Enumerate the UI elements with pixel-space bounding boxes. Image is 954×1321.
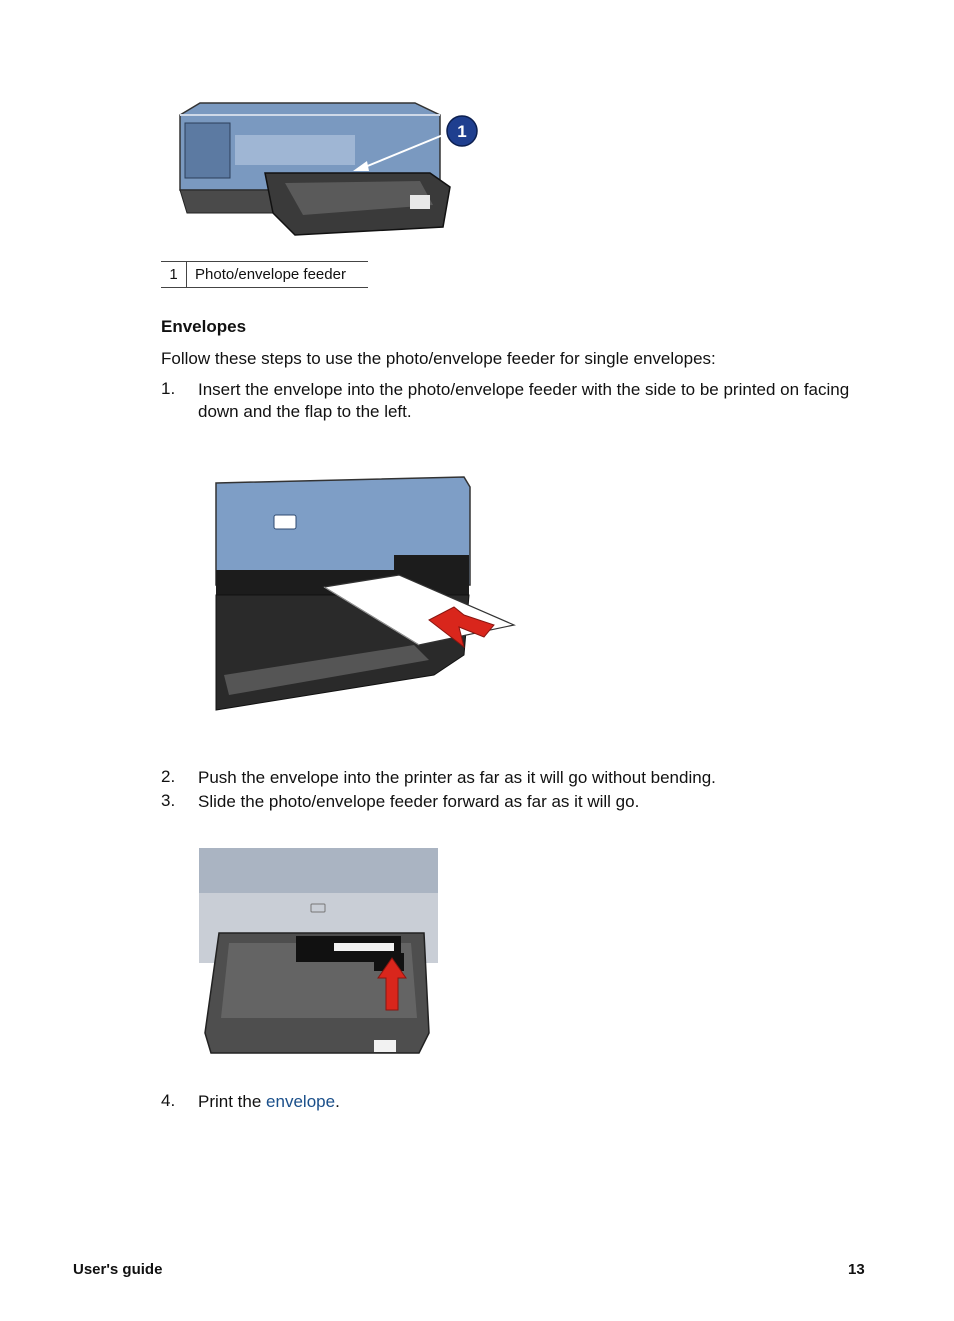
step-2-text: Push the envelope into the printer as far as it will go without bending. [198, 768, 716, 787]
footer-page-number: 13 [848, 1261, 865, 1278]
callout-table [161, 261, 368, 288]
footer-guide-title: User's guide [73, 1261, 163, 1278]
step-1-number: 1. [161, 379, 176, 398]
svg-text:1: 1 [457, 122, 467, 141]
step-4-number: 4. [161, 1091, 176, 1110]
section-heading: Envelopes [161, 317, 247, 336]
step-4-text-before: Print the [198, 1092, 267, 1111]
step-4-text [198, 1091, 858, 1113]
printer-feeder-figure [175, 95, 485, 240]
step-3-text: Slide the photo/envelope feeder forward as far as it will go. [198, 792, 640, 811]
step-4-text-after: . [335, 1092, 340, 1111]
section-intro: Follow these steps to use the photo/envelope feeder for single envelopes: [161, 349, 716, 368]
step-2-number: 2. [161, 767, 176, 786]
envelope-insertion-figure [214, 475, 519, 715]
envelope-link[interactable]: envelope [266, 1092, 336, 1111]
callout-number: 1 [161, 262, 187, 287]
step-1-text: Insert the envelope into the photo/envelope feeder with the side to be printed on facing down and the flap to the left. [198, 380, 850, 421]
callout-label: Photo/envelope feeder [195, 266, 346, 283]
feeder-slide-figure [199, 848, 439, 1058]
step-3-number: 3. [161, 791, 176, 810]
